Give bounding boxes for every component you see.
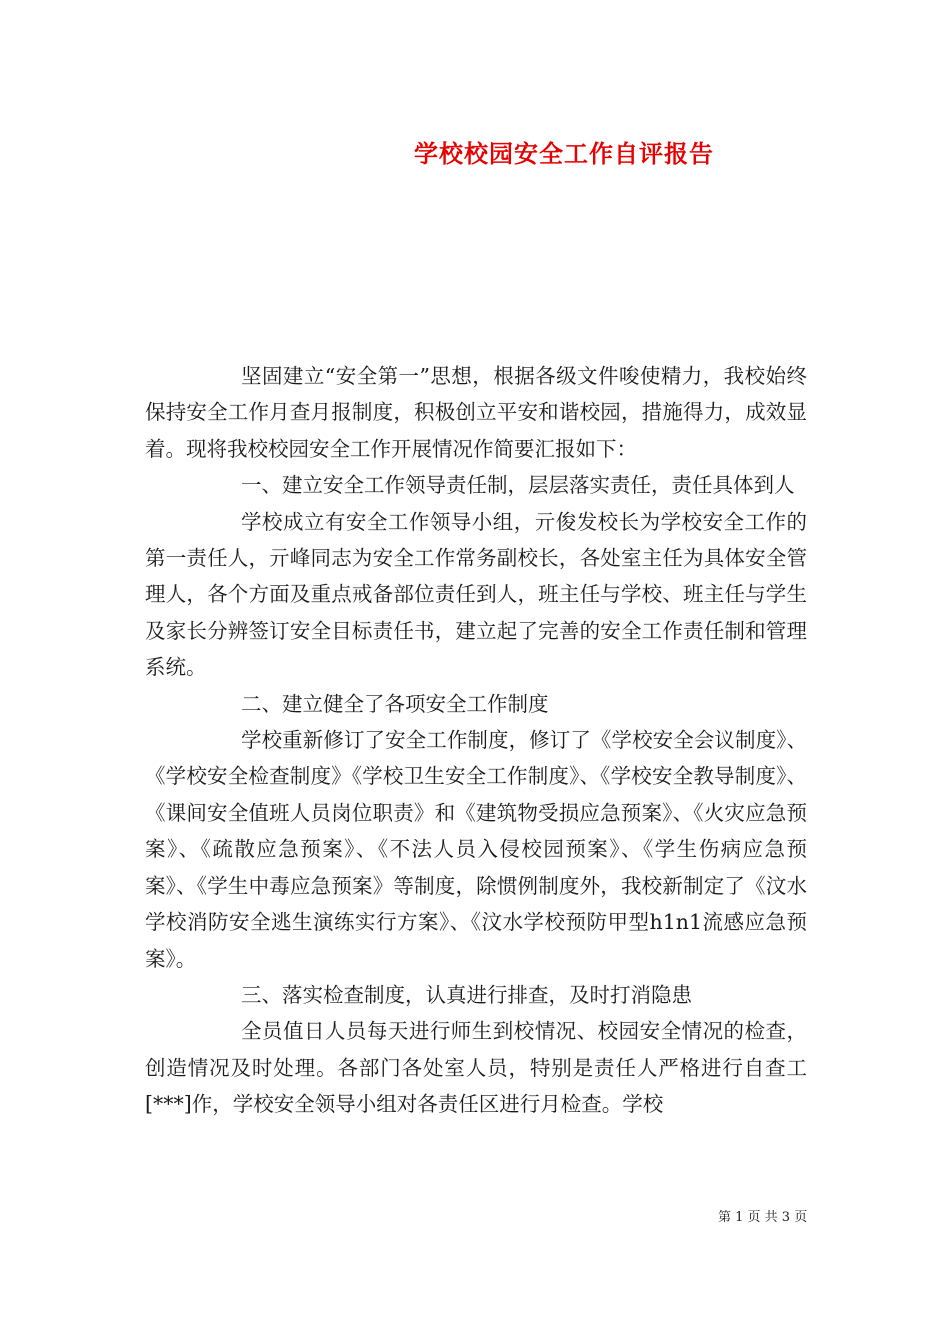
- section-3-heading: 三、落实检查制度，认真进行排查，及时打消隐患: [241, 982, 692, 1007]
- section-1-paragraph: 学校成立有安全工作领导小组，亓俊发校长为学校安全工作的第一责任人，亓峰同志为安全工作常务副校长，各处室主任为具体安全管理人，各个方面及重点戒备部位责任到人，班主任与学校、班主任与学生及家长分辨签订安全目标责任书，建立起了完善的安全工作责任制和管理系统。: [145, 509, 807, 680]
- document-title: 学校校园安全工作自评报告: [414, 139, 714, 168]
- intro-paragraph: 坚固建立“安全第一”思想，根据各级文件唆使精力，我校始终保持安全工作月查月报制度，积极创立平安和谐校园，措施得力，成效显着。现将我校校园安全工作开展情况作简要汇报如下：: [145, 364, 807, 461]
- section-1-heading: 一、建立安全工作领导责任制，层层落实责任，责任具体到人: [241, 473, 795, 498]
- section-2-paragraph: 学校重新修订了安全工作制度，修订了《学校安全会议制度》、《学校安全检查制度》《学校卫生安全工作制度》、《学校安全教导制度》、《课间安全值班人员岗位职责》和《建筑物受损应急预案》、《火灾应急预案》、《疏散应急预案》、《不法人员入侵校园预案》、《学生伤病应急预案》、《学生中毒应急预案》等制度，除惯例制度外，我校新制定了《汶水学校消防安全逃生演练实行方案》、《汶水学校预防甲型h1n1流感应急预案》。: [145, 728, 807, 971]
- page-number: 第 1 页 共 3 页: [718, 1210, 808, 1225]
- section-3-paragraph: 全员值日人员每天进行师生到校情况、校园安全情况的检查，创造情况及时处理。各部门各处室人员，特别是责任人严格进行自查工[***]作，学校安全领导小组对各责任区进行月检查。学校: [145, 1019, 807, 1117]
- document-body: [145, 358, 807, 1123]
- section-2-heading: 二、建立健全了各项安全工作制度: [241, 691, 549, 716]
